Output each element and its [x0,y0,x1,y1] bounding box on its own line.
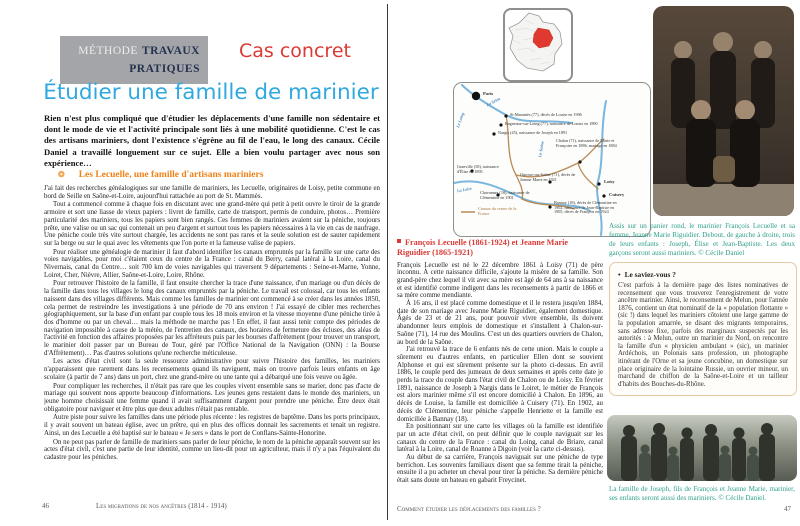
rubric-travaux: TRAVAUX [141,45,200,57]
kicker-cas-concret: Cas concret [239,40,351,62]
did-you-know-title-label: Le saviez-vous ? [624,270,676,279]
map-event-granville: Granville (58), naissance d'Élise en 1895 [457,164,499,174]
rubric-methode: MÉTHODE [78,45,138,57]
paragraph: Pour retrouver l'histoire de la famille, il faut ensuite chercher la trace d'une naissance, d'un mariage ou d'un décès de la famille dans tous les villages le long des canaux empruntés par la péniche. Le travail est colossal, car tous les enfants naissent dans des villages différents. Mais comme les familles de marinier ont commencé à se créer dans les années 1850, cela permet de restreindre les investigations à une période de 70 ans environ ! J'ai essayé de cibler mes recherches géographiquement, sur la base d'un enfant par couple tous les 18 mois environ et la vitesse moyenne d'une péniche tirée à dos d'homme ou par un cheval… mais la méthode ne marche pas ! En effet, il faut aussi tenir compte des périodes de navigation impossible à cause de la météo, de l'entretien des canaux, des horaires de fermeture des écluses, des aléas de l'activité en fonction des affaires proposées par les affréteurs puis par les bourses d'affrètement (pour trouver un transport, le marinier doit passer par un Bureau de Tour, géré par l'Office National de la Navigation (ONN) : la Bourse d'Affrètement)… Pas d'autres solutions qu'une recherche méticuleuse. [44,280,380,357]
map-event-ouroux: Ouroux-sur-Saône (71), décès de Jeanne Marie en 1921 [520,172,576,182]
paragraph: Au début de sa carrière, François naviguait sur une péniche de type berrichon. Les souvenirs familiaux disent que sa femme tirait la péniche, ensuite il a pu acheter un cheval pour tirer la péniche. Sa dernière péniche était sans doute un bateau en gabarit Freycinet. [397,454,603,485]
map-event-bannay: Bannay (18), décès de Clémentine en 1902, naissance de Jean-Baptiste en 1905, décès de François en 1924 [554,200,617,215]
france-inset-map [503,8,573,82]
did-you-know-text: C'est parfois à la dernière page des listes nominatives de recensement que vous trouverez l'enregistrement de votre ancêtre marinier. Ainsi, le recensement de Melun, pour l'année 1876, contient un état nominatif de la « population flottante » (sic !) dans lequel les mariniers côtoient une large gamme de la population amarrée, se disant des migrants temporaires, sans adresse fixe, parfois des marginaux suspectés par les autorités : à Melun, outre un marinier du Nord, on rencontre la famille d'un « physicien ambulant » (sic), un marinier Ardéchois, un Polonais sans profession, un photographe itinérant de l'Orne et sa jeune concubine, un domestique sur place originaire de la lointaine Russie, un ouvrier mineur, un marchand de chiffon de la Saône-et-Loire et un tailleur d'habits des Bouches-du-Rhône. [618,282,788,388]
map-city-paris: Paris [483,91,494,96]
paragraph: J'ai fait des recherches généalogiques sur une famille de mariniers, les Lecuelle, originaires de Loisy, petite commune en bord de Seille en Saône-et-Loire, aujourd'hui rattachée au port de St. Mammès. [44,185,380,200]
map-river-loing: Le Loing [455,111,466,129]
right-page [395,0,800,526]
paragraph: Pour réaliser une généalogie de marinier il faut d'abord identifier les canaux empruntés par la famille sur une carte des voies navigables, pour moi c'étaient ceux du centre de la France : canal du Berry, canal latéral à la Loire, canal du Nivernais, canal du Centre… soit 700 km de voies navigables qui traversent 9 départements : Seine-et-Marne, Yonne, Loiret, Cher, Nièvre, Allier, Saône-et-Loire, Loire, Rhône. [44,248,380,279]
paragraph: J'ai retrouvé la trace de 6 enfants nés de cette union. Mais le couple a sûrement eu d'autres enfants, en particulier Ellen dont se souvient Alphonse et qui est sûrement présente sur la photo ci-dessus. En avril 1886, le couple perd des jumeaux de deux semaines et après cette date je perds la trace du couple dans l'état civil de Chalon ou de Loisy. En février 1891, naissance de Joseph à Nargis dans le Loiret, le métier de François est alors marinier même s'il est encore domicilié à Chalon. En 1896, au décès de Louise, la famille est domiciliée à Cuisery (71). En 1902, au décès de Clémentine, leur péniche s'appelle Henriette et la famille est domiciliée à Bannay (18). [397,346,603,423]
map-city-cuisery: Cuisery [609,192,625,197]
article-standfirst: Rien n'est plus compliqué que d'étudier les déplacements d'une famille non sédentaire et dont le mode de vie et l'activité principale sont liés à une mobilité quotidienne. C'est le cas des artisans mariniers, dont l'existence s'égrène au fil de l'eau, le long des canaux. Cécile Daniel a travaillé longuement sur ce sujet. Elle a bien voulu partager avec nous son expérience… [44,113,380,168]
page-divider [387,4,388,520]
biography-heading-label: François Lecuelle (1861-1924) et Jeanne Marie Riguidier (1865-1921) [397,238,569,258]
rubric-pratiques: PRATIQUES [129,63,200,76]
canal-route-map [453,82,651,237]
group-photo-caption: La famille de Joseph, fils de François et Jeanne Marie, marinier, ses enfants seront aussi des mariniers. © Cécile Daniel. [609,485,795,503]
map-river-saone: La Saône [537,140,545,158]
map-event-nargis: Nargis (45), naissance de Joseph en 1891 [498,130,568,135]
left-footer-title: Les migrations de nos ancêtres (1814 - 1914) [96,502,227,510]
paragraph: François Lecuelle est né le 22 décembre 1861 à Loisy (71) de père inconnu. À cette naissance difficile, s'ajoute la misère de sa famille. Son grand-père chez lequel il vit avec sa mère est âgé de 64 ans à sa naissance et est identifié comme indigent dans les recensements à partir de 1866 et sa mère comme mendiante. [397,261,603,300]
did-you-know-box [609,262,797,396]
paragraph: En positionnant sur une carte les villages où la famille est identifiée par un acte d'état civil, on peut définir que le couple naviguait sur les canaux du centre de la France : canal du Loing, canal de Briare, canal latéral à la Loire, canal de Roanne à Digoin (voir la carte ci-dessus). [397,423,603,454]
paragraph: Autre piste pour suivre les familles dans une période plus récente : les registres de baptême. Dans les ports principaux, il y avait souvent un bateau église, avec un prêtre, qui en plus des offices donnait les sacrements et tenait un registre. Ainsi, un des Lecuelle a été baptisé sur le bateau « Je sers » dans le port de Conflans-Sainte-Honorine. [44,414,380,437]
rubric-box [60,36,208,84]
paragraph: Pour compliquer les recherches, il n'était pas rare que les couples vivent ensemble sans se marier, donc pas d'acte de mariage qui souvent nous apporte beaucoup d'informations. Les jeunes gens restaient dans le monde des mariniers, un jeune homme choisissait une femme quand il avait suffisamment d'argent pour prendre une péniche. Être deux était obligatoire pour naviguer et être plus que deux adultes n'était pas rentable. [44,382,380,413]
portrait-photo-graphic [653,6,794,216]
paragraph: À 16 ans, il est placé comme domestique et il le restera jusqu'en 1884, date de son mariage avec Jeanne Marie Riguidier, également domestique. Âgés de 23 et de 21 ans, pour pouvoir vivre ensemble, ils doivent abandonner leurs emplois de domestique et s'installent à Chalon-sur-Saône (71), 14 rue des Moulins. C'est un des quartiers ouvriers de Chalon, au bord de la Saône. [397,300,603,346]
body-text [44,185,380,497]
map-city-loisy: Loisy [604,179,615,184]
left-page-number: 46 [42,502,49,510]
right-page-number: 47 [784,505,791,513]
map-event-chalon: Chalon (71), naissance de Marie et Françoise en 1886, mariage en 1884 [556,138,617,148]
map-event-chavannes: Chavannes (18), naissance de Clémentine en 1901 [480,190,530,200]
did-you-know-title [618,270,788,279]
right-footer-title: Comment étudier les déplacements des familles ? [397,505,541,513]
group-photo-graphic [607,415,797,481]
group-family-photo [607,415,797,481]
map-river-loire: La Loire [456,185,473,194]
portrait-photo-caption: Assis sur un panier rond, le marinier François Lecuelle et sa femme, Jeanne Marie Riguidier. Debout, de gauche à droite, trois de leurs enfants : Joseph, Élise et Jean-Baptiste. Les deux garçons seront aussi mariniers. © Cécile Daniel [609,222,795,258]
section-heading-label: Les Lecuelle, une famille d'artisans mariniers [78,170,264,180]
paragraph: Tout a commencé comme à chaque fois en discutant avec une grand-mère qui petit à petit ouvre le tiroir de la grande armoire et sort une liasse de vieux papiers : livret de famille, carte de transport, permis de conduire, photos… Première particularité des mariniers, tous les papiers sont bien rangés. Ces femmes de mariniers avaient sur la péniche, toujours prête, une valise ou un sac qui contenait un peu d'argent et surtout tous les papiers nécessaires à la vie en cas de naufrage. Une péniche coule très vite surtout chargée, les accidents ne sont pas rares et la seule solution est de sauter rapidement sur la berge ou sur le quai avec les vêtements que l'on porte et la fameuse valise de papiers. [44,201,380,247]
section-heading [44,170,380,180]
red-square-bullet-icon [397,239,401,243]
left-page [40,0,382,526]
map-event-st-mammes: St-Mammès (77), décès de Louise en 1906 [510,112,582,117]
paragraph: Les actes d'état civil sont la seule ressource administrative pour suivre l'histoire des familles, les mariniers n'apparaissent que rarement dans les recensements quand ils naviguent, mais on trouve parfois leurs enfants en âge scolaire (à partir de 7 ans) dans un port, chez une grand-mère ou une tante qui a débarqué une fois veuve ou âgée. [44,358,380,381]
map-event-bagneaux: Bagneaux-sur-Loing (77), naissance de Louise en 1890 [505,121,598,126]
bullet-dot-icon: • [618,270,621,279]
map-legend-label: Canaux du centre de la France [478,206,517,216]
biography-heading [397,238,603,259]
article-title: Étudier une famille de marinier [43,80,379,105]
paragraph: On ne peut pas parler de famille de mariniers sans parler de leur péniche, le nom de la péniche apparaît souvent sur les actes d'état civil, c'est une partie de leur identité, comme un lieu-dit pour un agriculteur, mais il n'y a pas l'équivalent du cadastre pour les péniches. [44,438,380,461]
france-outline-graphic [505,10,567,76]
biography-article [397,238,603,485]
section-bullet-icon: ❂ [58,170,65,179]
map-river-seine: La Seine [485,95,502,108]
family-portrait-photo [653,6,794,216]
